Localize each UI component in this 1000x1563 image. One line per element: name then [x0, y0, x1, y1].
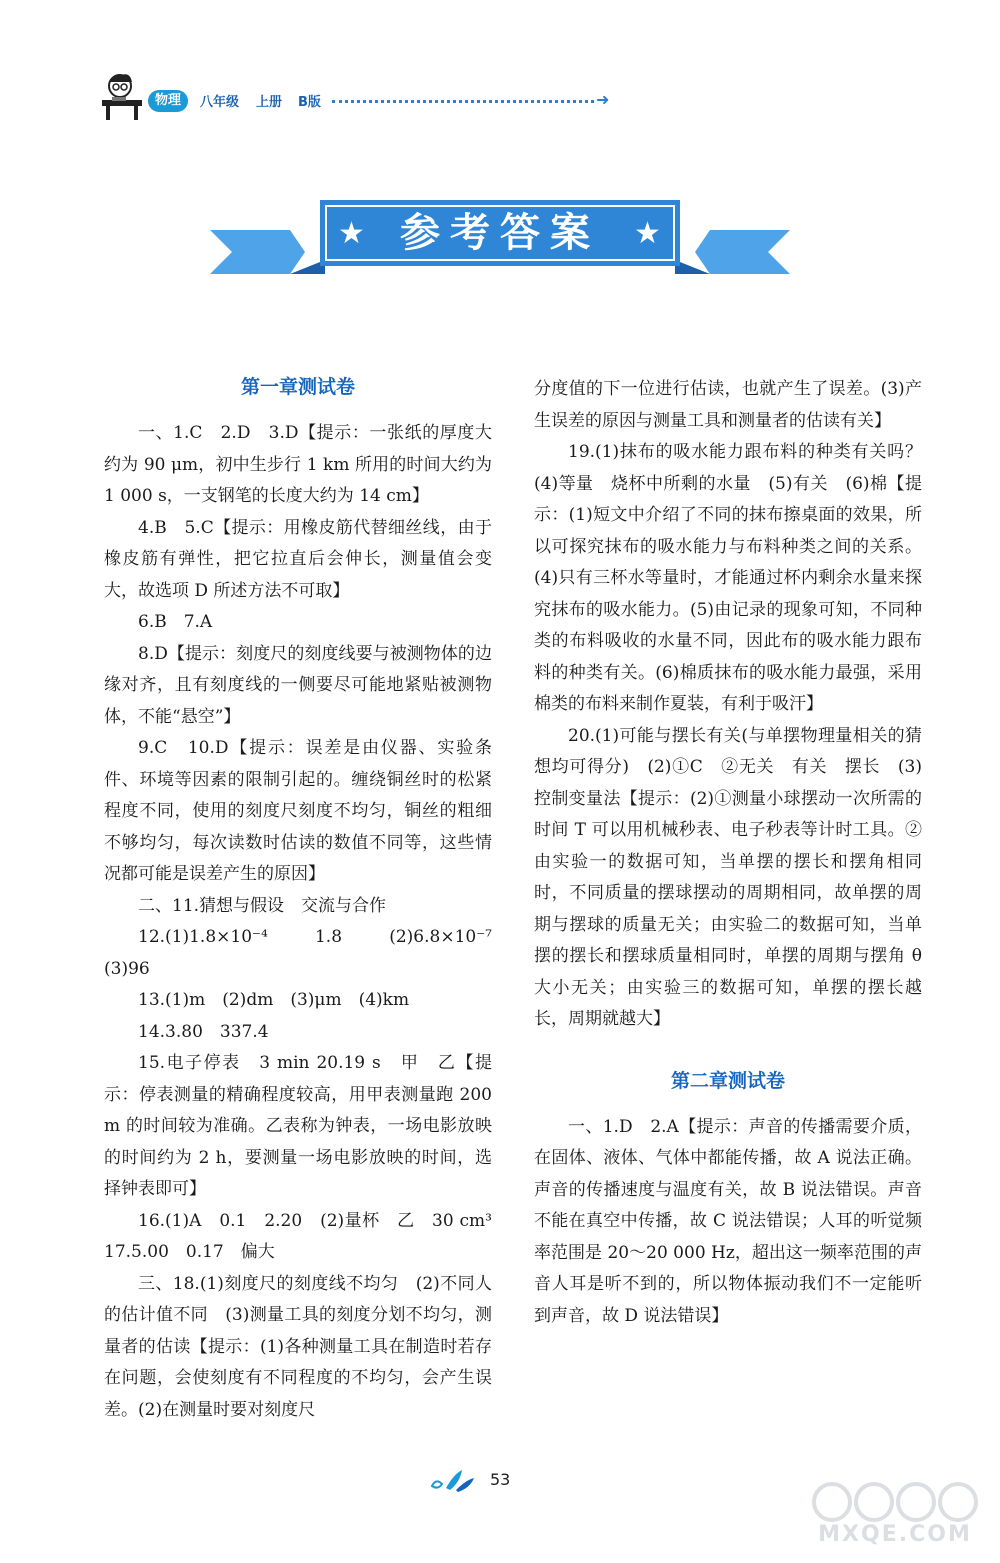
header-dotted-line: [332, 100, 594, 103]
answer-key-banner: [210, 190, 790, 280]
answer-paragraph: 16.(1)A 0.1 2.20 (2)量杯 乙 30 cm³ 17.5.00 0.17 偏大: [104, 1210, 509, 1262]
grade-label: 八年级: [200, 95, 240, 110]
chapter-two-heading: 第二章测试卷: [670, 1069, 785, 1092]
site-watermark: [810, 1480, 980, 1550]
chapter-one-heading: 第一章测试卷: [240, 376, 355, 398]
answer-paragraph: 二、11.猜想与假设 交流与合作: [138, 895, 387, 916]
answer-paragraph: 9.C 10.D【提示：误差是由仪器、实验条件、环境等因素的限制引起的。缠绕铜丝时的松紧程度不同，使用的刻度尺刻度不均匀，铜丝的粗细不够均匀，每次读数时估读的数值不同等，这些情况都可能是误差产生的原因】: [104, 738, 492, 884]
answer-paragraph: 一、1.D 2.A【提示：声音的传播需要介质，在固体、液体、气体中都能传播，故 A 说法正确。声音的传播速度与温度有关，故 B 说法错误。声音不能在真空中传播，故 C 说法错误；人耳的听觉频率范围是 20～20 000 Hz，超出这一频率范围的声音人耳是听不到的，所以物体振动我们不一定能听到声音，故 D 说法错误】: [534, 1116, 922, 1326]
answer-paragraph: 8.D【提示：刻度尺的刻度线要与被测物体的边缘对齐，且有刻度线的一侧要尽可能地紧贴被测物体，不能“悬空”】: [104, 643, 492, 727]
page-header: [100, 70, 640, 130]
answer-paragraph: 13.(1)m (2)dm (3)μm (4)km: [138, 990, 410, 1010]
answer-paragraph: 三、18.(1)刻度尺的刻度线不均匀 (2)不同人的估计值不同 (3)测量工具的刻度分划不均匀，测量者的估读【提示：(1)各种测量工具在制造时若存在问题，会使刻度有不同程度的不均匀，会产生误差。(2)在测量时要对刻度尺: [104, 1273, 492, 1420]
banner-title: 参考答案: [400, 210, 600, 256]
watermark-text: MXQE.COM: [818, 1522, 972, 1547]
edition-label: B版: [298, 95, 321, 110]
volume-label: 上册: [256, 95, 283, 110]
answer-paragraph: 6.B 7.A: [138, 612, 213, 632]
student-mascot-icon: [100, 70, 146, 122]
subject-badge: 物理: [148, 90, 188, 112]
star-icon: ★: [338, 216, 365, 251]
swirl-leaf-icon: [428, 1466, 478, 1496]
answer-paragraph: 12.(1)1.8×10⁻⁴ 1.8 (2)6.8×10⁻⁷ (3)96: [104, 927, 509, 979]
right-column: [534, 374, 939, 1332]
watermark-logo-icon: [810, 1480, 980, 1524]
star-icon: ★: [634, 216, 661, 251]
answer-paragraph: 15.电子停表 3 min 20.19 s 甲 乙【提示：停表测量的精确程度较高，用甲表测量跑 200 m 的时间较为准确。乙表称为钟表，一场电影放映的时间约为 2 h，要测量一场电影放映的时间，选择钟表即可】: [104, 1053, 492, 1199]
left-column: [104, 372, 509, 1426]
page-number: 53: [490, 1470, 511, 1489]
arrow-right-icon: ➜: [596, 90, 610, 109]
answer-paragraph: 20.(1)可能与摆长有关(与单摆物理量相关的猜想均可得分) (2)①C ②无关 有关 摆长 (3)控制变量法【提示：(2)①测量小球摆动一次所需的时间 T 可以用机械秒表、电子秒表等计时工具。②由实验一的数据可知，当单摆的摆长和摆角相同时，不同质量的摆球摆动的周期相同，故单摆的周期与摆球的质量无关；由实验二的数据可知，当单摆的摆长和摆球质量相同时，单摆的周期与摆角 θ 大小无关；由实验三的数据可知，单摆的摆长越长，周期就越大】: [534, 725, 922, 1029]
answer-paragraph: 14.3.80 337.4: [138, 1021, 269, 1042]
answer-paragraph: 一、1.C 2.D 3.D【提示：一张纸的厚度大约为 90 μm，初中生步行 1 km 所用的时间大约为 1 000 s，一支钢笔的长度大约为 14 cm】: [104, 423, 492, 506]
answer-paragraph-continued: 分度值的下一位进行估读，也就产生了误差。(3)产生误差的原因与测量工具和测量者的估读有关】: [534, 379, 922, 431]
answer-paragraph: 4.B 5.C【提示：用橡皮筋代替细丝线，由于橡皮筋有弹性，把它拉直后会伸长，测量值会变大，故选项 D 所述方法不可取】: [104, 517, 492, 601]
answer-paragraph: 19.(1)抹布的吸水能力跟布料的种类有关吗？ (4)等量 烧杯中所剩的水量 (5)有关 (6)棉【提示：(1)短文中介绍了不同的抹布擦桌面的效果，所以可探究抹布的吸水能力与布料种类之间的关系。(4)只有三杯水等量时，才能通过杯内剩余水量来探究抹布的吸水能力。(5)由记录的现象可知，不同种类的布料吸收的水量不同，因此布的吸水能力跟布料的种类有关。(6)棉质抹布的吸水能力最强，采用棉类的布料来制作夏装，有利于吸汗】: [534, 442, 939, 714]
